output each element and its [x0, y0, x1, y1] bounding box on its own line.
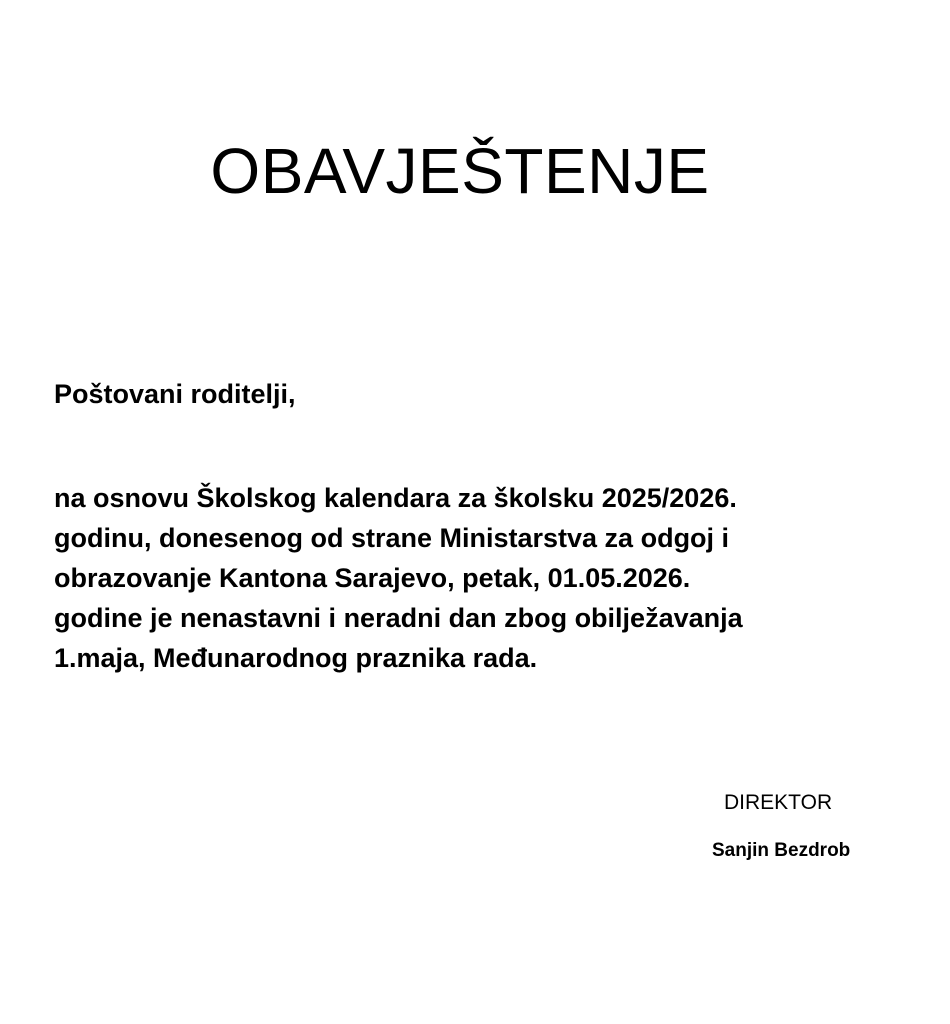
notice-body [54, 478, 874, 678]
greeting: Poštovani roditelji, [54, 379, 296, 409]
notice-body-line: na osnovu Školskog kalendara za školsku 2025/2026. [54, 483, 737, 513]
notice-title: OBAVJEŠTENJE [210, 135, 710, 207]
signature-name: Sanjin Bezdrob [712, 840, 851, 861]
notice-body-line: godinu, donesenog od strane Ministarstva za odgoj i [54, 523, 730, 553]
notice-body-line: godine je nenastavni i neradni dan zbog obilježavanja [54, 603, 743, 633]
notice-body-line: 1.maja, Međunarodnog praznika rada. [54, 643, 538, 673]
notice-body-line: obrazovanje Kantona Sarajevo, petak, 01.05.2026. [54, 563, 691, 593]
signature-role: DIREKTOR [724, 791, 833, 814]
